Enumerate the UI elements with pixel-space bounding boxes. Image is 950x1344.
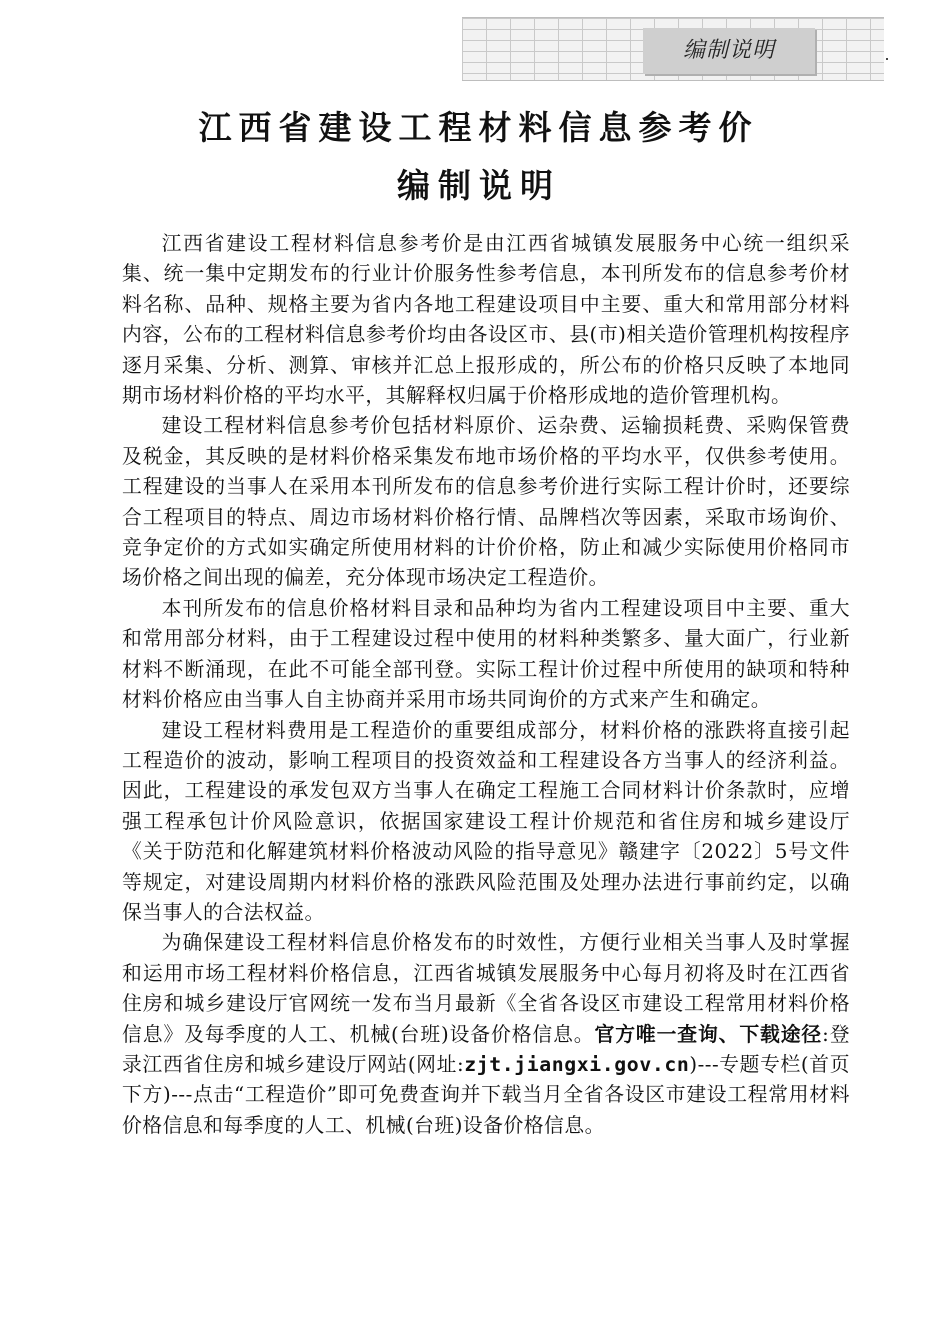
document-subtitle: 编制说明 xyxy=(397,166,561,205)
section-label: 编制说明 xyxy=(682,38,775,63)
document-title: 江西省建设工程材料信息参考价 xyxy=(198,108,759,147)
website-url-link[interactable]: zjt.jiangxi.gov.cn xyxy=(464,1052,690,1076)
paragraph-5-text-c: )---专题专栏(首页下方)---点击“工程造价”即可免费查询并下载当月全省各设区市建设工程常用材料价格信息和每季度的人工、机械(台班)设备价格信息。 xyxy=(122,1052,850,1137)
paragraph-5 xyxy=(122,928,850,1141)
document-body xyxy=(122,229,850,1141)
header-dot xyxy=(886,58,888,60)
paragraph-5-text-b: :登录江西省住房和城乡建设厅网站(网址: xyxy=(122,1022,850,1076)
paragraph-3: 本刊所发布的信息价格材料目录和品种均为省内工程建设项目中主要、重大和常用部分材料，由于工程建设过程中使用的材料种类繁多、量大面广，行业新材料不断涌现，在此不可能全部刊登。实际工程计价过程中所使用的缺项和特种材料价格应由当事人自主协商并采用市场共同询价的方式来产生和确定。 xyxy=(122,596,850,712)
official-channel-emphasis: 官方唯一查询、下载途径 xyxy=(594,1022,823,1046)
paragraph-2: 建设工程材料信息参考价包括材料原价、运杂费、运输损耗费、采购保管费及税金，其反映的是材料价格采集发布地市场价格的平均水平，仅供参考使用。工程建设的当事人在采用本刊所发布的信息参考价进行实际工程计价时，还要综合工程项目的特点、周边市场材料价格行情、品牌档次等因素，采取市场询价、竞争定价的方式如实确定所使用材料的计价价格，防止和减少实际使用价格同市场价格之间出现的偏差，充分体现市场决定工程造价。 xyxy=(122,414,850,590)
paragraph-5-text-a: 为确保建设工程材料信息价格发布的时效性，方便行业相关当事人及时掌握和运用市场工程材料价格信息，江西省城镇发展服务中心每月初将及时在江西省住房和城乡建设厅官网统一发布当月最新《全省各设区市建设工程常用材料价格信息》及每季度的人工、机械(台班)设备价格信息。 xyxy=(122,931,850,1046)
paragraph-4: 建设工程材料费用是工程造价的重要组成部分，材料价格的涨跌将直接引起工程造价的波动，影响工程项目的投资效益和工程建设各方当事人的经济利益。因此，工程建设的承发包双方当事人在确定工程施工合同材料计价条款时，应增强工程承包计价风险意识，依据国家建设工程计价规范和省住房和城乡建设厅《关于防范和化解建筑材料价格波动风险的指导意见》赣建字〔2022〕5号文件等规定，对建设周期内材料价格的涨跌风险范围及处理办法进行事前约定，以确保当事人的合法权益。 xyxy=(122,718,850,924)
paragraph-1: 江西省建设工程材料信息参考价是由江西省城镇发展服务中心统一组织采集、统一集中定期发布的行业计价服务性参考信息，本刊所发布的信息参考价材料名称、品种、规格主要为省内各地工程建设项目中主要、重大和常用部分材料内容，公布的工程材料信息参考价均由各设区市、县(市)相关造价管理机构按程序逐月采集、分析、测算、审核并汇总上报形成的，所公布的价格只反映了本地同期市场材料价格的平均水平，其解释权归属于价格形成地的造价管理机构。 xyxy=(122,232,850,408)
